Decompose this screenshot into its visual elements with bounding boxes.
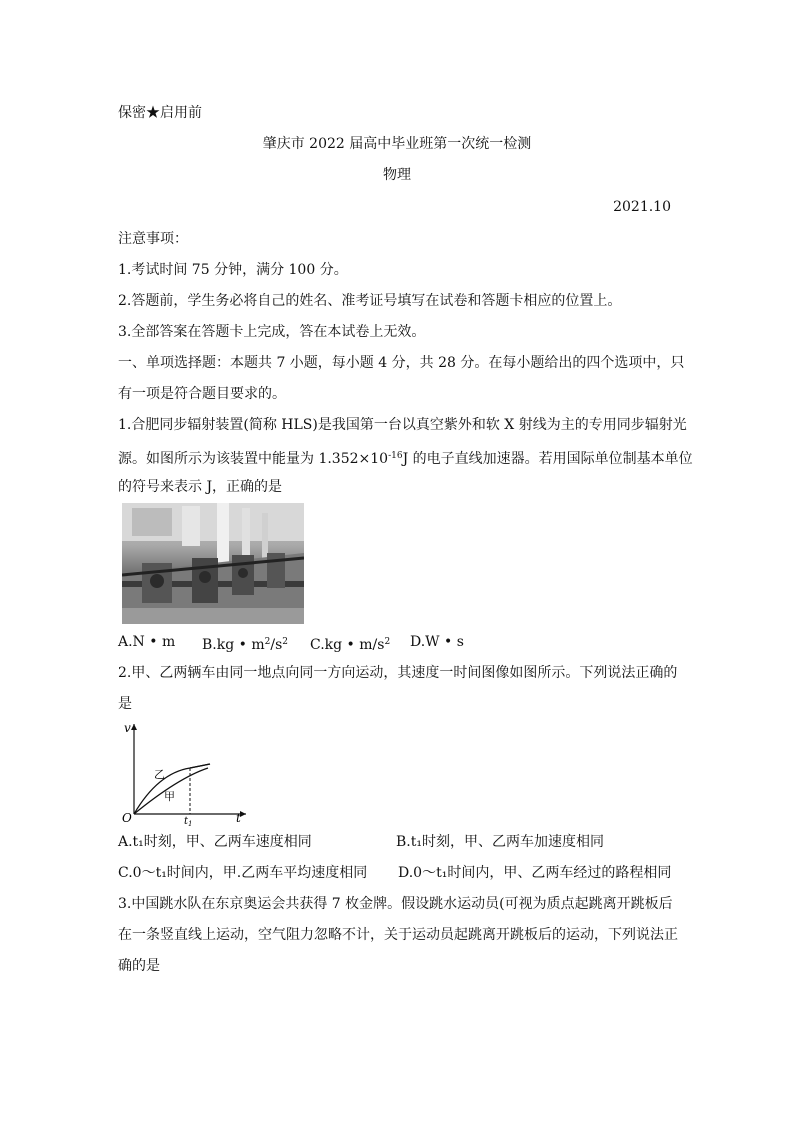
linear-accelerator-photo [122, 503, 304, 624]
q1-option-d[interactable]: D.W • s [410, 634, 464, 650]
q2-option-d[interactable]: D.0～t₁时间内，甲、乙两车经过的路程相同 [398, 865, 672, 881]
q3-stem: 3.中国跳水队在东京奥运会共获得 7 枚金牌。假设跳水运动员(可视为质点起跳离开跳板后 [118, 896, 673, 912]
t-axis-arrow [240, 811, 246, 817]
origin-label: O [122, 811, 132, 825]
note-item: 2.答题前，学生务必将自己的姓名、准考证号填写在试卷和答题卡相应的位置上。 [118, 293, 622, 309]
v-axis-arrow [131, 724, 137, 730]
notes-heading: 注意事项： [118, 231, 188, 247]
q1-option-a[interactable]: A.N • m [118, 634, 176, 650]
curve-jia-label: 甲 [164, 790, 175, 803]
t-label: t [236, 811, 241, 825]
q1-stem: 的符号来表示 J，正确的是 [118, 479, 283, 495]
q3-stem: 确的是 [118, 958, 160, 974]
q2-option-b[interactable]: B.t₁时刻，甲、乙两车加速度相同 [396, 834, 604, 850]
q2-option-a[interactable]: A.t₁时刻，甲、乙两车速度相同 [118, 834, 312, 850]
note-item: 3.全部答案在答题卡上完成，答在本试卷上无效。 [118, 324, 426, 340]
subject-title: 物理 [383, 167, 411, 183]
q1-option-b[interactable]: B.kg • $m^2/s^2$ [202, 637, 288, 653]
t1-label: $t_1$ [184, 816, 193, 826]
q1-stem: 源。如图所示为该装置中能量为 $1.352\times 10^{-16}J$ 的电子直线加速器。若用国际单位制基本单位 [118, 451, 693, 467]
q2-stem: 是 [118, 696, 132, 712]
section-instruction: 有一项是符合题目要求的。 [118, 386, 286, 402]
q2-option-c[interactable]: C.0～t₁时间内，甲.乙两车平均速度相同 [118, 865, 368, 881]
curve-yi-label: 乙 [154, 768, 165, 781]
exam-date: 2021.10 [613, 199, 671, 215]
velocity-time-graph [118, 718, 258, 826]
exam-title: 肇庆市 2022 届高中毕业班第一次统一检测 [262, 136, 532, 152]
v-label: v [124, 721, 131, 735]
q3-stem: 在一条竖直线上运动，空气阻力忽略不计，关于运动员起跳离开跳板后的运动，下列说法正 [118, 927, 678, 943]
q1-stem: 1.合肥同步辐射装置(简称 HLS)是我国第一台以真空紫外和软 X 射线为主的专用同步辐射光 [118, 417, 687, 433]
q1-option-c[interactable]: C.kg • $m/s^2$ [310, 637, 391, 653]
q2-stem: 2.甲、乙两辆车由同一地点向同一方向运动，其速度一时间图像如图所示。下列说法正确的 [118, 665, 678, 681]
section-instruction: 一、单项选择题：本题共 7 小题，每小题 4 分，共 28 分。在每小题给出的四个选项中，只 [118, 355, 685, 371]
confidential-mark: 保密★启用前 [118, 105, 202, 121]
note-item: 1.考试时间 75 分钟，满分 100 分。 [118, 262, 348, 278]
